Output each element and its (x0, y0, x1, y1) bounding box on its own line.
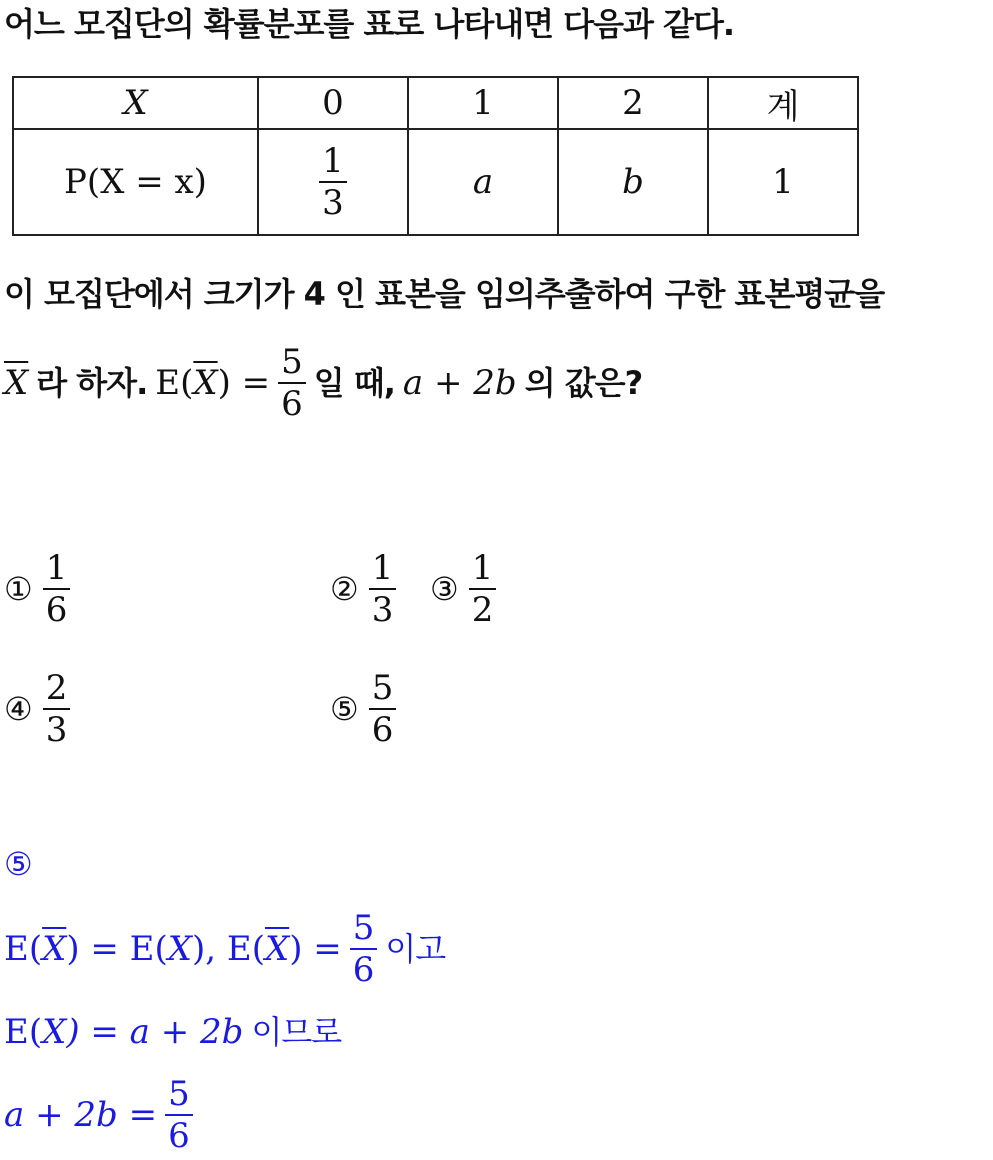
fraction: $\frac{5}{6}$ (369, 668, 397, 750)
fraction: $\frac{1}{6}$ (43, 548, 71, 630)
fraction: $\frac{1}{2}$ (469, 548, 497, 630)
fraction: $\frac{5}{6}$ (278, 342, 306, 424)
table-header-1: 1 (408, 77, 558, 129)
fraction: $\frac{5}{6}$ (165, 1074, 193, 1156)
fraction: $\frac{5}{6}$ (350, 908, 378, 990)
table-prob-label: P(X = x) (13, 129, 258, 235)
solution-text: 이므로 (251, 1013, 342, 1051)
table-header-2: 2 (558, 77, 708, 129)
choice-5[interactable] (330, 668, 396, 750)
choice-1[interactable] (4, 548, 70, 630)
solution-line1 (4, 908, 445, 990)
choice-mark: ⑤ (330, 690, 359, 728)
choice-mark: ① (4, 570, 33, 608)
distribution-table (12, 76, 859, 236)
choice-4[interactable] (4, 668, 70, 750)
fraction: $\frac{1}{3}$ (369, 548, 397, 630)
table-header-row (13, 77, 858, 129)
solution-text: 이고 (385, 930, 446, 968)
solution-line2 (4, 1010, 341, 1054)
table-prob-total: 1 (708, 129, 858, 235)
fraction: $\frac{2}{3}$ (43, 668, 71, 750)
math-expr: a + 2b (402, 363, 517, 403)
problem-intro: 어느 모집단의 확률분포를 표로 나타내면 다음과 같다. (4, 5, 735, 43)
solution-line3 (4, 1074, 193, 1156)
sample-mean-var: $\overline{X}$ (4, 363, 29, 403)
choice-mark: ③ (430, 570, 459, 608)
solution-answer: ⑤ (4, 845, 33, 883)
problem-text: 의 값은? (524, 364, 643, 402)
table-header-x: X (13, 77, 258, 129)
table-header-0: 0 (258, 77, 408, 129)
math-text: E(X) = a + 2b (4, 1012, 244, 1052)
math-text: $E(\overline{X})$ = (155, 363, 271, 403)
problem-text: 일 때, (313, 364, 395, 402)
table-header-total: 계 (708, 77, 858, 129)
problem-text: 라 하자. (36, 364, 148, 402)
fraction: $\frac{1}{3}$ (319, 141, 347, 223)
table-prob-1: a (408, 129, 558, 235)
choice-mark: ② (330, 570, 359, 608)
problem-line2: 이 모집단에서 크기가 4 인 표본을 임의추출하여 구한 표본평균을 (4, 275, 885, 313)
choice-3[interactable] (430, 548, 496, 630)
math-text: $E(\overline{X}) = E(X)$, $E(\overline{X})$ = (4, 929, 342, 969)
table-prob-0 (258, 129, 408, 235)
math-expr: a + 2b = (4, 1095, 158, 1135)
choice-2[interactable] (330, 548, 396, 630)
table-prob-row (13, 129, 858, 235)
table-prob-2: b (558, 129, 708, 235)
choice-mark: ④ (4, 690, 33, 728)
problem-line3 (4, 342, 642, 424)
